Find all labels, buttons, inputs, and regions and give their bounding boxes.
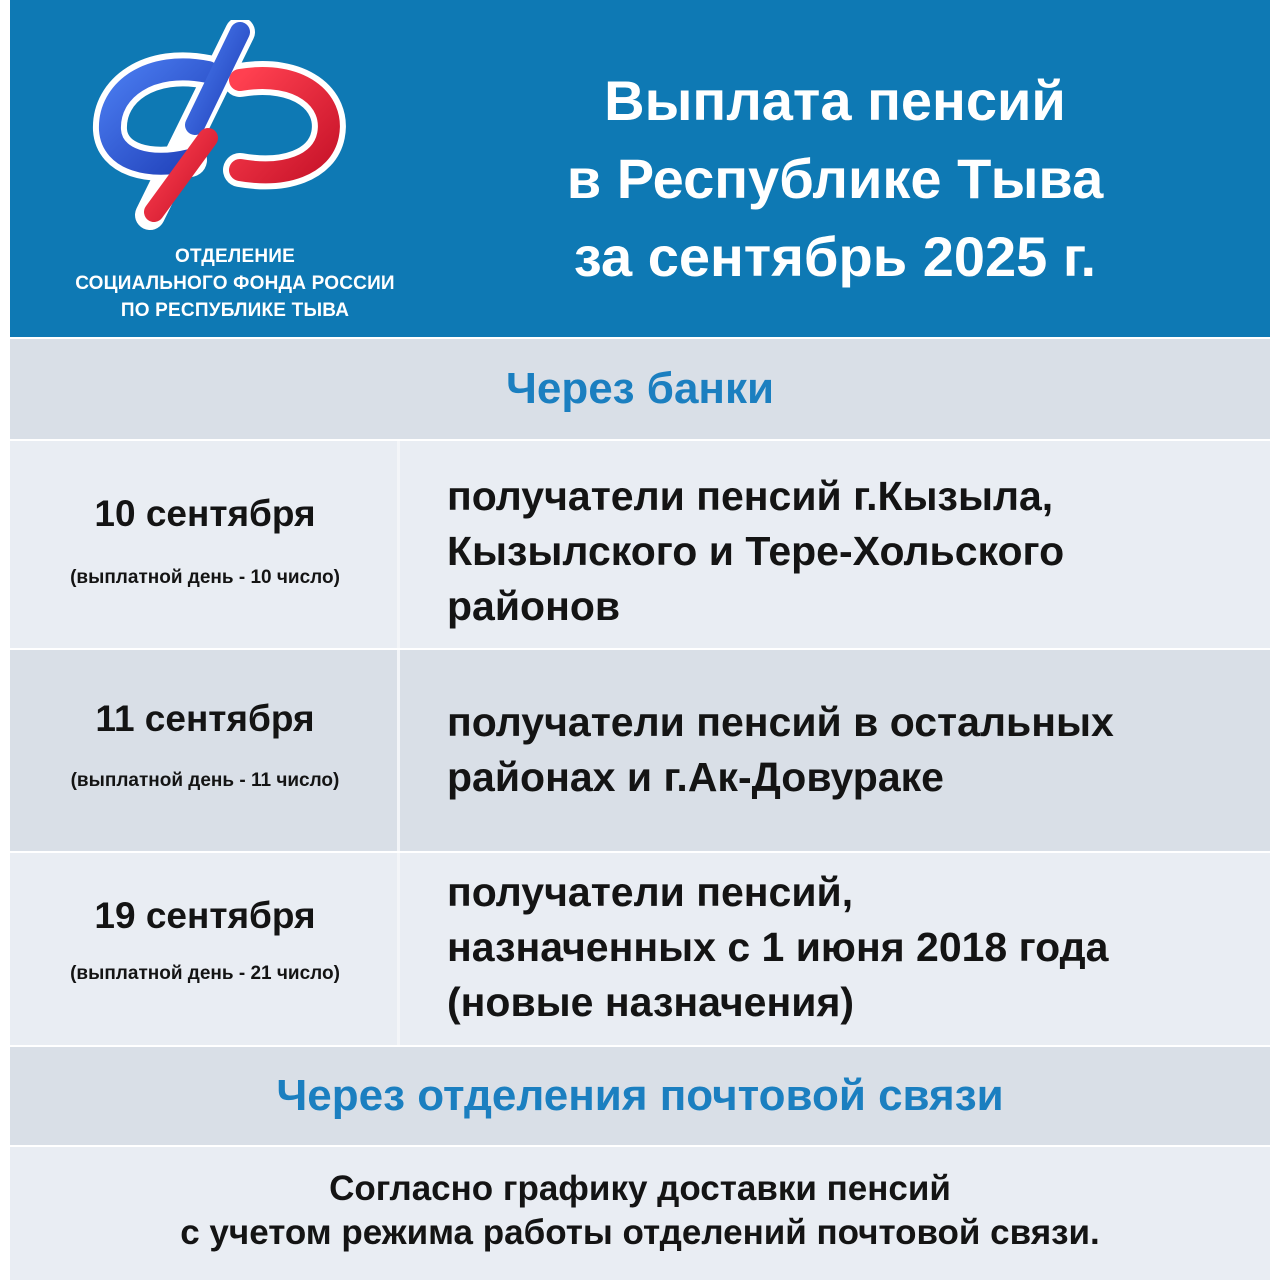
payment-date: 10 сентября bbox=[94, 493, 316, 534]
logo-caption bbox=[20, 243, 450, 324]
logo-caption-line: ОТДЕЛЕНИЕ bbox=[175, 246, 295, 267]
payday-note: (выплатной день - 21 число) bbox=[70, 963, 340, 984]
sfr-logo-icon bbox=[90, 20, 350, 230]
payday-note: (выплатной день - 11 число) bbox=[70, 770, 340, 791]
schedule-row bbox=[10, 441, 1270, 648]
recipients-description bbox=[447, 695, 1247, 805]
recipients-description bbox=[447, 469, 1247, 634]
payment-date: 19 сентября bbox=[94, 895, 316, 936]
page-title-line: за сентябрь 2025 г. bbox=[573, 225, 1097, 288]
schedule-row bbox=[10, 853, 1270, 1045]
footer-line: Согласно графику доставки пенсий bbox=[329, 1169, 951, 1208]
description-line: получатели пенсий г.Кызыла, bbox=[447, 473, 1054, 519]
page-title bbox=[465, 62, 1205, 296]
recipients-description bbox=[447, 865, 1247, 1030]
page-title-line: Выплата пенсий bbox=[604, 69, 1066, 132]
description-line: Кызылского и Тере-Хольского bbox=[447, 528, 1065, 574]
logo-caption-line: ПО РЕСПУБЛИКЕ ТЫВА bbox=[120, 300, 350, 321]
description-line: получатели пенсий в остальных bbox=[447, 699, 1114, 745]
description-line: (новые назначения) bbox=[447, 979, 855, 1025]
page-title-line: в Республике Тыва bbox=[566, 147, 1104, 210]
date-cell bbox=[10, 441, 400, 648]
infographic bbox=[10, 0, 1270, 1280]
description-line: районов bbox=[447, 583, 621, 629]
post-delivery-note bbox=[10, 1147, 1270, 1280]
schedule-row bbox=[10, 650, 1270, 851]
payday-note: (выплатной день - 10 число) bbox=[70, 567, 340, 588]
header bbox=[10, 0, 1270, 337]
date-cell bbox=[10, 853, 400, 1045]
description-line: назначенных с 1 июня 2018 года bbox=[447, 924, 1109, 970]
description-line: получатели пенсий, bbox=[447, 869, 854, 915]
section-title-banks: Через банки bbox=[10, 339, 1270, 439]
logo-caption-line: СОЦИАЛЬНОГО ФОНДА РОССИИ bbox=[75, 273, 395, 294]
date-cell bbox=[10, 650, 400, 851]
section-title-post: Через отделения почтовой связи bbox=[10, 1047, 1270, 1145]
payment-date: 11 сентября bbox=[95, 698, 315, 739]
description-line: районах и г.Ак-Довураке bbox=[447, 754, 944, 800]
footer-line: с учетом режима работы отделений почтовой связи. bbox=[180, 1213, 1100, 1252]
